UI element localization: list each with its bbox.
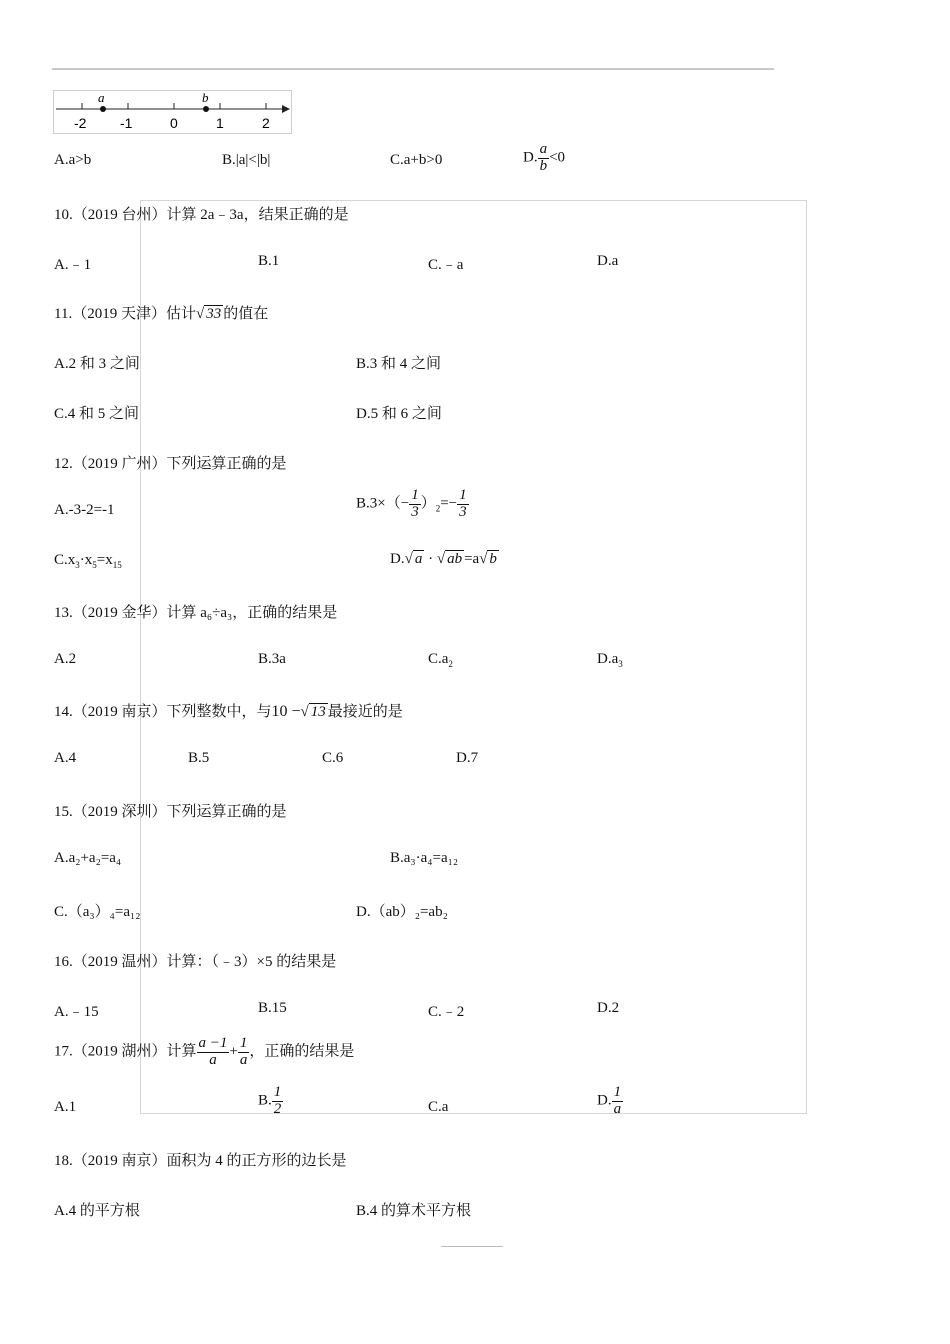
q17-stem	[54, 1036, 354, 1069]
q12-option-c	[54, 552, 122, 570]
exponent: 15	[112, 560, 122, 570]
denominator: 3	[411, 503, 419, 520]
q9-option-c: C.a+b>0	[390, 152, 443, 168]
option-text: ·x	[79, 552, 93, 568]
point-a-dot	[100, 106, 106, 112]
q10-option-a: A.﹣1	[54, 257, 92, 273]
operator: +	[229, 1043, 238, 1060]
sqrt-icon: √	[404, 551, 413, 567]
q10-option-c: C.﹣a	[428, 257, 464, 273]
inequality: <0	[549, 149, 566, 166]
denominator: a	[239, 1051, 248, 1068]
option-text: D.	[390, 551, 405, 567]
fraction	[538, 142, 550, 175]
radicand: b	[489, 551, 497, 567]
option-text: C.x	[54, 552, 76, 568]
option-text: ·	[424, 551, 437, 567]
q9-option-b: B.|a|<|b|	[222, 152, 271, 168]
q12-option-d	[390, 550, 499, 568]
denominator: 2	[273, 1100, 282, 1117]
q15-option-a: A.a₂+a₂=a₄	[54, 850, 122, 866]
stem-text: 17.（2019 湖州）计算	[54, 1043, 197, 1060]
number-line-svg	[54, 91, 291, 133]
radicand: 13	[310, 704, 326, 720]
tick-label: -2	[74, 115, 87, 131]
q15-stem: 15.（2019 深圳）下列运算正确的是	[54, 804, 287, 820]
stem-text: ，正确的结果是	[249, 1043, 355, 1060]
sqrt-icon: √	[195, 306, 205, 322]
sqrt-icon: √	[300, 704, 309, 720]
q17-option-d	[597, 1085, 623, 1118]
q13-stem: 13.（2019 金华）计算 a₆÷a₃，正确的结果是	[54, 605, 338, 621]
stem-text: 的值在	[223, 306, 269, 322]
q14-option-a: A.4	[54, 750, 77, 766]
q9-option-a: A.a>b	[54, 152, 92, 168]
numerator: 1	[273, 1084, 282, 1100]
q11-option-b: B.3 和 4 之间	[356, 356, 442, 372]
stem-text: 11.（2019 天津）估计	[54, 306, 196, 322]
fraction	[457, 488, 469, 521]
background-panel	[140, 200, 807, 1114]
q18-option-b: B.4 的算术平方根	[356, 1203, 472, 1219]
point-a-label: a	[98, 91, 105, 105]
q16-option-c: C.﹣2	[428, 1004, 465, 1020]
tick-label: -1	[120, 115, 133, 131]
header-rule	[52, 68, 774, 70]
q13-option-c	[428, 651, 453, 669]
q13-option-d	[597, 651, 623, 669]
q15-option-b: B.a₃·a₄=a₁₂	[390, 850, 459, 866]
radicand: 33	[206, 306, 222, 322]
option-text: =−	[440, 495, 458, 512]
fraction	[197, 1036, 230, 1069]
q14-option-c: C.6	[322, 750, 344, 766]
option-text: =x	[96, 552, 113, 568]
stem-text: 最接近的是	[327, 704, 403, 720]
exponent: 3	[618, 659, 623, 669]
option-label: D.	[523, 149, 538, 166]
exponent: 5	[92, 560, 97, 570]
tick-label: 2	[262, 115, 270, 131]
page-footer-mark	[441, 1246, 503, 1247]
point-b-dot	[203, 106, 209, 112]
numerator: 1	[459, 487, 467, 503]
q17-option-a: A.1	[54, 1099, 77, 1115]
q10-option-b: B.1	[258, 253, 280, 269]
numerator: 1	[613, 1084, 622, 1100]
q14-option-d: D.7	[456, 750, 479, 766]
q16-option-d: D.2	[597, 1000, 620, 1016]
radicand: a	[414, 551, 423, 567]
q14-option-b: B.5	[188, 750, 210, 766]
option-text: B.	[258, 1092, 272, 1109]
point-b-label: b	[202, 91, 209, 105]
stem-text: 14.（2019 南京）下列整数中，与	[54, 704, 272, 720]
q12-option-a: A.-3-2=-1	[54, 502, 115, 518]
q12-option-b	[356, 488, 469, 521]
q16-option-b: B.15	[258, 1000, 287, 1016]
numerator: a −1	[198, 1035, 228, 1051]
q14-stem	[54, 700, 403, 721]
q11-option-a: A.2 和 3 之间	[54, 356, 140, 372]
q12-stem: 12.（2019 广州）下列运算正确的是	[54, 456, 287, 472]
numerator: 1	[239, 1035, 248, 1051]
q16-option-a: A.﹣15	[54, 1004, 99, 1020]
denominator: a	[209, 1051, 217, 1068]
sqrt-icon: √	[436, 551, 446, 567]
numerator: 1	[411, 487, 419, 503]
denominator: 3	[459, 503, 467, 520]
denominator: b	[539, 157, 548, 174]
option-text: =a	[464, 551, 480, 567]
q17-option-b	[258, 1085, 283, 1118]
q13-option-a: A.2	[54, 651, 77, 667]
q18-stem: 18.（2019 南京）面积为 4 的正方形的边长是	[54, 1153, 347, 1169]
option-text: D.	[597, 1092, 612, 1109]
fraction	[272, 1085, 284, 1118]
q17-option-c: C.a	[428, 1099, 449, 1115]
q10-stem: 10.（2019 台州）计算 2a﹣3a，结果正确的是	[54, 207, 349, 223]
denominator: a	[613, 1100, 622, 1117]
fraction	[238, 1036, 250, 1069]
option-text: ）	[420, 495, 436, 512]
tick-label: 1	[216, 115, 224, 131]
q11-option-d: D.5 和 6 之间	[356, 406, 442, 422]
expression: 10 −	[271, 703, 301, 720]
option-text: D.a	[597, 651, 619, 667]
q18-option-a: A.4 的平方根	[54, 1203, 140, 1219]
sqrt-icon: √	[479, 551, 488, 567]
number-line-figure	[53, 90, 292, 134]
q11-stem	[54, 302, 268, 323]
numerator: a	[539, 141, 548, 157]
radicand: ab	[447, 551, 463, 567]
exponent: 3	[75, 560, 80, 570]
q15-option-c: C.（a₃）₄=a₁₂	[54, 904, 141, 920]
option-text: C.a	[428, 651, 449, 667]
fraction	[612, 1085, 624, 1118]
q15-option-d: D.（ab）₂=ab₂	[356, 904, 448, 920]
fraction	[409, 488, 421, 521]
q10-option-d: D.a	[597, 253, 619, 269]
exponent: 2	[435, 503, 441, 514]
tick-label: 0	[170, 115, 178, 131]
q9-option-d	[523, 142, 565, 175]
q16-stem: 16.（2019 温州）计算：（﹣3）×5 的结果是	[54, 954, 337, 970]
q13-option-b: B.3a	[258, 651, 286, 667]
q11-option-c: C.4 和 5 之间	[54, 406, 140, 422]
exponent: 2	[448, 659, 453, 669]
option-text: B.3×（−	[356, 495, 410, 512]
